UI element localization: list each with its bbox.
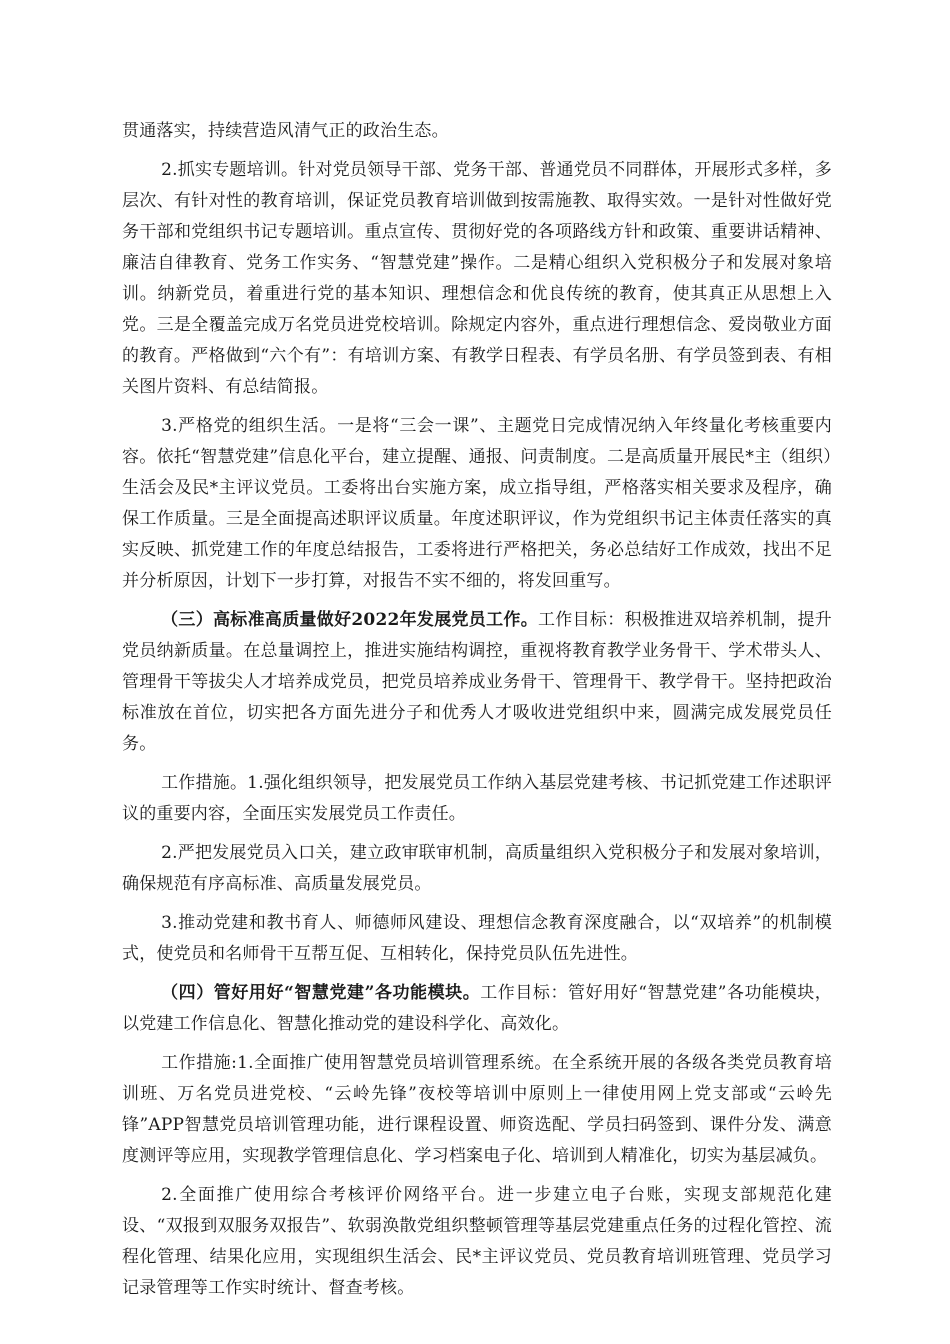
paragraph-organization-life: 3.严格党的组织生活。一是将“三会一课”、主题党日完成情况纳入年终量化考核重要内容。依托“智慧党建”信息化平台，建立提醒、通报、问责制度。二是高质量开展民*主（组织）生活会及民*主评议党员。工委将出台实施方案，成立指导组，严格落实相关要求及程序，确保工作质量。三是全面提高述职评议质量。年度述职评议，作为党组织书记主体责任落实的真实反映、抓党建工作的年度总结报告，工委将进行严格把关，务必总结好工作成效，找出不足并分析原因，计划下一步打算，对报告不实不细的，将发回重写。 [122, 416, 832, 591]
section-four-body: 工作目标：管好用好“智慧党建”各功能模块，以党建工作信息化、智慧化推动党的建设科学化、高效化。 [122, 983, 832, 1034]
section-heading-three: （三）高标准高质量做好2022年发展党员工作。 [161, 610, 538, 630]
paragraph-section-four [122, 978, 832, 1040]
paragraph-continuation: 贯通落实，持续营造风清气正的政治生态。 [122, 121, 449, 141]
paragraph-measures-three: 3.推动党建和教书育人、师德师风建设、理想信念教育深度融合，以“双培养”的机制模式，使党员和名师骨干互帮互促、互相转化，保持党员队伍先进性。 [122, 913, 832, 964]
section-three-body: 工作目标：积极推进双培养机制，提升党员纳新质量。在总量调控上，推进实施结构调控，重视将教育教学业务骨干、学术带头人、管理骨干等拔尖人才培养成党员，把党员培养成业务骨干、管理骨干、教学骨干。坚持把政治标准放在首位，切实把各方面先进分子和优秀人才吸收进党组织中来，圆满完成发展党员任务。 [122, 610, 832, 754]
paragraph-training-system: 工作措施:1.全面推广使用智慧党员培训管理系统。在全系统开展的各级各类党员教育培训班、万名党员进党校、“云岭先锋”夜校等培训中原则上一律使用网上党支部或“云岭先锋”APP智慧党员培训管理功能，进行课程设置、师资选配、学员扫码签到、课件分发、满意度测评等应用，实现教学管理信息化、学习档案电子化、培训到人精准化，切实为基层减负。 [122, 1053, 832, 1166]
paragraph-section-three [122, 605, 832, 760]
paragraph-measures-one: 工作措施。1.强化组织领导，把发展党员工作纳入基层党建考核、书记抓党建工作述职评议的重要内容，全面压实发展党员工作责任。 [122, 773, 832, 824]
paragraph-evaluation-platform: 2.全面推广使用综合考核评价网络平台。进一步建立电子台账，实现支部规范化建设、“双报到双服务双报告”、软弱涣散党组织整顿管理等基层党建重点任务的过程化管控、流程化管理、结果化应用，实现组织生活会、民*主评议党员、党员教育培训班管理、党员学习记录管理等工作实时统计、督查考核。 [122, 1185, 832, 1298]
paragraph-measures-two: 2.严把发展党员入口关，建立政审联审机制，高质量组织入党积极分子和发展对象培训，确保规范有序高标准、高质量发展党员。 [122, 843, 832, 894]
section-heading-four: （四）管好用好“智慧党建”各功能模块。 [161, 983, 481, 1003]
paragraph-special-training: 2.抓实专题培训。针对党员领导干部、党务干部、普通党员不同群体，开展形式多样，多层次、有针对性的教育培训，保证党员教育培训做到按需施教、取得实效。一是针对性做好党务干部和党组织书记专题培训。重点宣传、贯彻好党的各项路线方针和政策、重要讲话精神、廉洁自律教育、党务工作实务、“智慧党建”操作。二是精心组织入党积极分子和发展对象培训。纳新党员，着重进行党的基本知识、理想信念和优良传统的教育，使其真正从思想上入党。三是全覆盖完成万名党员进党校培训。除规定内容外，重点进行理想信念、爱岗敬业方面的教育。严格做到“六个有”：有培训方案、有教学日程表、有学员名册、有学员签到表、有相关图片资料、有总结简报。 [122, 160, 832, 397]
